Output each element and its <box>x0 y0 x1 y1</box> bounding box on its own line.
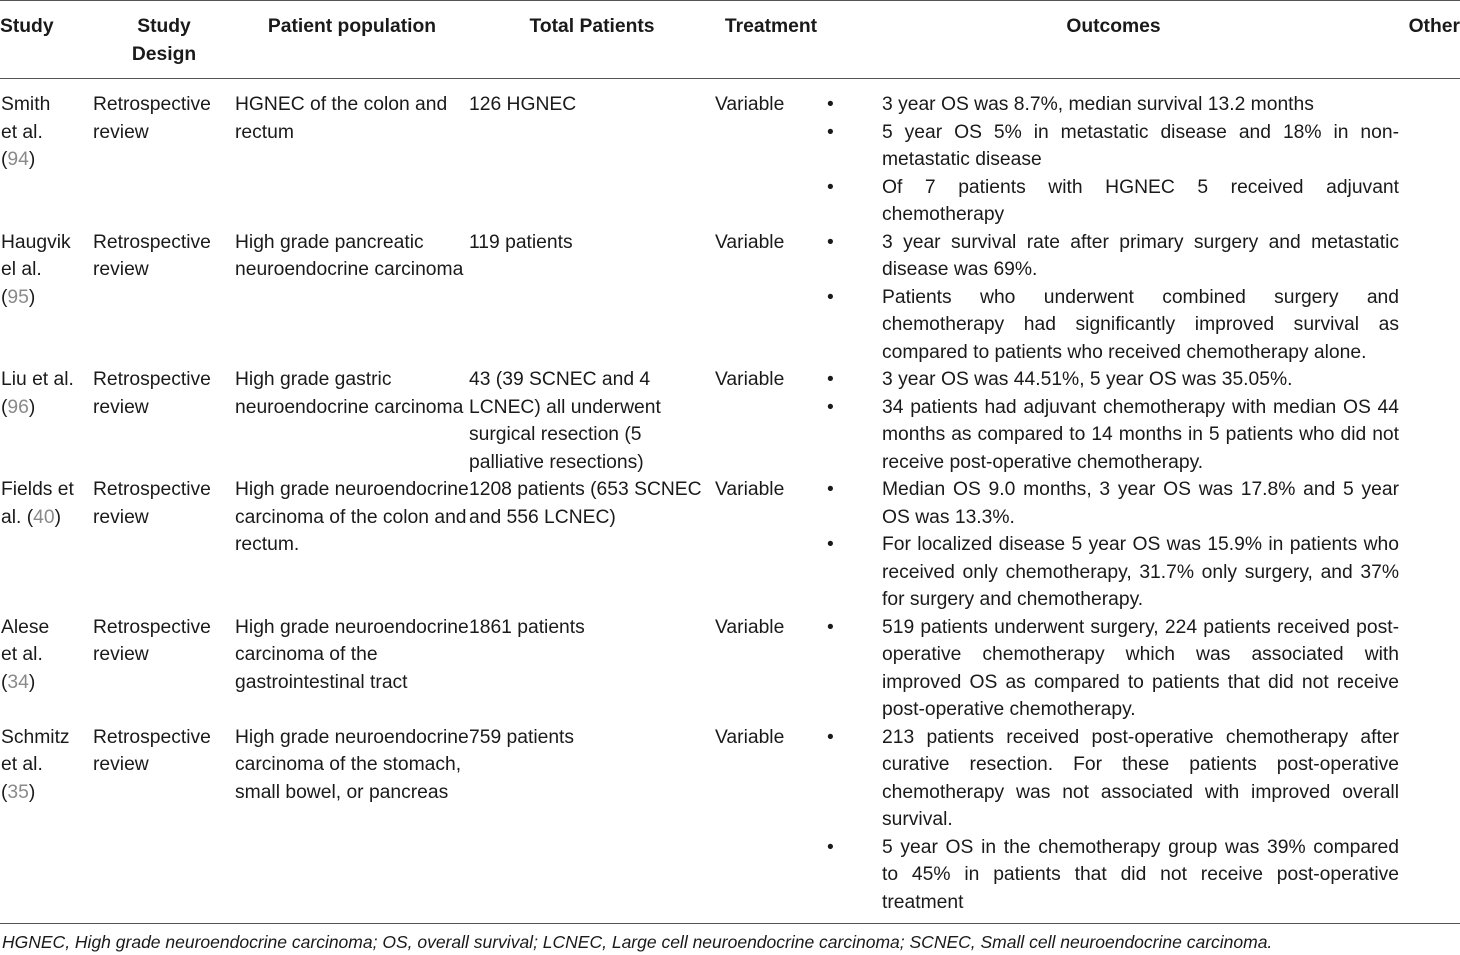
reference-link[interactable]: 35 <box>7 781 29 803</box>
total-patients-cell: 1208 patients (653 SCNEC and 556 LCNEC) <box>469 479 702 528</box>
outcome-text: Patients who underwent combined surgery and chemotherapy had significantly improved survival as compared to patients who received chemotherapy alone. <box>882 286 1399 363</box>
bullet-icon: • <box>827 534 834 555</box>
table-row <box>0 229 1460 367</box>
study-author: Fields et <box>1 479 74 500</box>
header-outcomes: Outcomes <box>1066 16 1161 37</box>
reference-link[interactable]: 95 <box>7 286 29 308</box>
outcomes-list <box>827 366 1399 476</box>
patient-population-cell: High grade neuroendocrine carcinoma of the gastrointestinal tract <box>235 616 469 693</box>
reference-paren-open: ( <box>1 781 8 803</box>
reference-paren-open: ( <box>1 286 8 308</box>
study-author: Liu et al. <box>1 369 74 390</box>
table-row <box>0 476 1460 614</box>
bullet-icon: • <box>827 231 834 253</box>
reference-paren-open: ( <box>1 149 8 170</box>
outcomes-list <box>827 614 1399 724</box>
treatment-cell: Variable <box>715 726 785 748</box>
bullet-icon: • <box>827 286 834 308</box>
table-header <box>0 1 1460 79</box>
study-cell <box>0 614 93 724</box>
reference-paren-close: ) <box>28 286 36 308</box>
bullet-icon: • <box>827 121 834 143</box>
outcome-item <box>827 531 1399 614</box>
total-patients-cell: 126 HGNEC <box>469 94 577 115</box>
outcome-text: 519 patients underwent surgery, 224 patients received post-operative chemotherapy which was associated with improved OS as compared to patients that did not receive post-operative chemotherapy. <box>882 616 1399 720</box>
header-design-line2: Design <box>131 43 197 65</box>
outcome-item <box>827 91 1399 119</box>
outcomes-list <box>827 91 1399 229</box>
header-study: Study <box>0 16 54 37</box>
outcome-text: For localized disease 5 year OS was 15.9% in patients who received only chemotherapy, 31.7% only surgery, and 37% for surgery and chemotherapy. <box>882 534 1399 610</box>
table-footnote: HGNEC, High grade neuroendocrine carcinoma; OS, overall survival; LCNEC, Large cell neuroendocrine carcinoma; SCNEC, Small cell neuroendocrine carcinoma. <box>2 932 1273 952</box>
total-patients-cell: 759 patients <box>469 726 575 748</box>
treatment-cell: Variable <box>715 369 785 390</box>
study-design-cell: Retrospective review <box>93 726 211 775</box>
other-cell <box>1400 724 1460 917</box>
reference-paren-open: ( <box>26 506 34 528</box>
study-design-cell: Retrospective review <box>93 94 211 143</box>
header-treatment: Treatment <box>724 16 818 37</box>
other-cell <box>1400 476 1460 614</box>
study-cell <box>0 366 93 476</box>
other-cell <box>1400 366 1460 476</box>
study-cell <box>0 229 93 367</box>
footer-rule <box>0 923 1460 924</box>
outcomes-list <box>827 229 1399 367</box>
outcome-item <box>827 834 1399 917</box>
header-total-patients: Total Patients <box>529 16 655 37</box>
outcome-text: 213 patients received post-operative chemotherapy after curative resection. For these patients post-operative chemotherapy was not associated with improved overall survival. <box>882 726 1399 830</box>
outcome-text: Of 7 patients with HGNEC 5 received adjuvant chemotherapy <box>882 176 1399 225</box>
study-etal: et al. <box>1 754 43 775</box>
outcomes-cell <box>827 366 1400 476</box>
other-cell <box>1400 229 1460 367</box>
outcomes-cell <box>827 476 1400 614</box>
reference-paren-open: ( <box>1 396 8 418</box>
bullet-icon: • <box>827 726 834 748</box>
total-patients-cell: 119 patients <box>469 231 573 253</box>
total-patients-cell: 1861 patients <box>469 616 585 638</box>
treatment-cell: Variable <box>715 616 785 638</box>
table-row <box>0 724 1460 917</box>
study-cell <box>0 724 93 917</box>
table-row <box>0 366 1460 476</box>
patient-population-cell: HGNEC of the colon and rectum <box>235 94 448 143</box>
reference-paren-close: ) <box>28 149 36 170</box>
reference-link[interactable]: 40 <box>33 506 55 528</box>
bullet-icon: • <box>827 369 834 390</box>
outcome-text: 3 year survival rate after primary surgery and metastatic disease was 69%. <box>882 231 1399 280</box>
table-body <box>0 79 1460 917</box>
table-row <box>0 614 1460 724</box>
outcome-text: 5 year OS in the chemotherapy group was 39% compared to 45% in patients that did not receive post-operative treatment <box>882 836 1399 913</box>
reference-paren-close: ) <box>28 781 36 803</box>
patient-population-cell: High grade neuroendocrine carcinoma of the stomach, small bowel, or pancreas <box>235 726 469 803</box>
reference-link[interactable]: 34 <box>7 671 29 693</box>
header-row <box>0 1 1460 79</box>
reference-link[interactable]: 94 <box>7 149 29 170</box>
reference-paren-close: ) <box>54 506 62 528</box>
study-author: Haugvik <box>1 231 71 253</box>
outcome-item <box>827 366 1399 394</box>
table-row <box>0 79 1460 229</box>
outcome-item <box>827 394 1399 477</box>
outcomes-list <box>827 724 1399 917</box>
bullet-icon: • <box>827 94 834 115</box>
treatment-cell: Variable <box>715 479 785 500</box>
bullet-icon: • <box>827 616 834 638</box>
outcome-item <box>827 284 1399 367</box>
outcome-item <box>827 229 1399 284</box>
header-design-line1: Study <box>137 16 191 37</box>
other-cell <box>1400 79 1460 229</box>
bullet-icon: • <box>827 396 834 418</box>
outcomes-cell <box>827 724 1400 917</box>
outcome-text: 5 year OS 5% in metastatic disease and 18% in non-metastatic disease <box>882 121 1399 170</box>
outcome-text: 34 patients had adjuvant chemotherapy with median OS 44 months as compared to 14 months in 5 patients who did not receive post-operative chemotherapy. <box>882 396 1399 473</box>
patient-population-cell: High grade gastric neuroendocrine carcinoma <box>235 369 464 418</box>
outcomes-cell <box>827 614 1400 724</box>
study-cell <box>0 79 93 229</box>
reference-paren-close: ) <box>28 671 36 693</box>
study-etal: el al. <box>1 259 42 280</box>
outcomes-list <box>827 476 1399 614</box>
study-author: Schmitz <box>1 726 70 748</box>
patient-population-cell: High grade neuroendocrine carcinoma of the colon and rectum. <box>235 479 469 555</box>
bullet-icon: • <box>827 479 834 500</box>
study-design-cell: Retrospective review <box>93 369 211 418</box>
study-author: Smith <box>1 94 51 115</box>
outcome-item <box>827 119 1399 174</box>
study-author: Alese <box>1 616 50 638</box>
patient-population-cell: High grade pancreatic neuroendocrine carcinoma <box>235 231 464 280</box>
outcome-item <box>827 614 1399 724</box>
outcome-item <box>827 724 1399 834</box>
reference-link[interactable]: 96 <box>7 396 29 418</box>
reference-paren-open: ( <box>1 671 8 693</box>
study-design-cell: Retrospective review <box>93 231 211 280</box>
bullet-icon: • <box>827 176 834 198</box>
study-etal: et al. <box>1 121 43 143</box>
outcomes-cell <box>827 229 1400 367</box>
outcome-text: Median OS 9.0 months, 3 year OS was 17.8% and 5 year OS was 13.3%. <box>882 479 1399 528</box>
study-etal: et al. <box>1 644 43 665</box>
header-other: Other <box>1408 16 1460 37</box>
header-patient-population: Patient population <box>267 16 437 37</box>
treatment-cell: Variable <box>715 94 785 115</box>
study-design-cell: Retrospective review <box>93 479 211 528</box>
outcome-item <box>827 174 1399 229</box>
bullet-icon: • <box>827 836 834 858</box>
outcome-text: 3 year OS was 44.51%, 5 year OS was 35.05%. <box>882 369 1293 390</box>
study-etal: al. <box>1 506 22 528</box>
outcome-text: 3 year OS was 8.7%, median survival 13.2 months <box>882 94 1314 115</box>
total-patients-cell: 43 (39 SCNEC and 4 LCNEC) all underwent surgical resection (5 palliative resections) <box>469 369 661 473</box>
other-cell <box>1400 614 1460 724</box>
header-study-design <box>93 1 235 79</box>
study-design-cell: Retrospective review <box>93 616 211 665</box>
treatment-cell: Variable <box>715 231 785 253</box>
outcome-item <box>827 476 1399 531</box>
outcomes-cell <box>827 79 1400 229</box>
study-cell <box>0 476 93 614</box>
reference-paren-close: ) <box>28 396 36 418</box>
